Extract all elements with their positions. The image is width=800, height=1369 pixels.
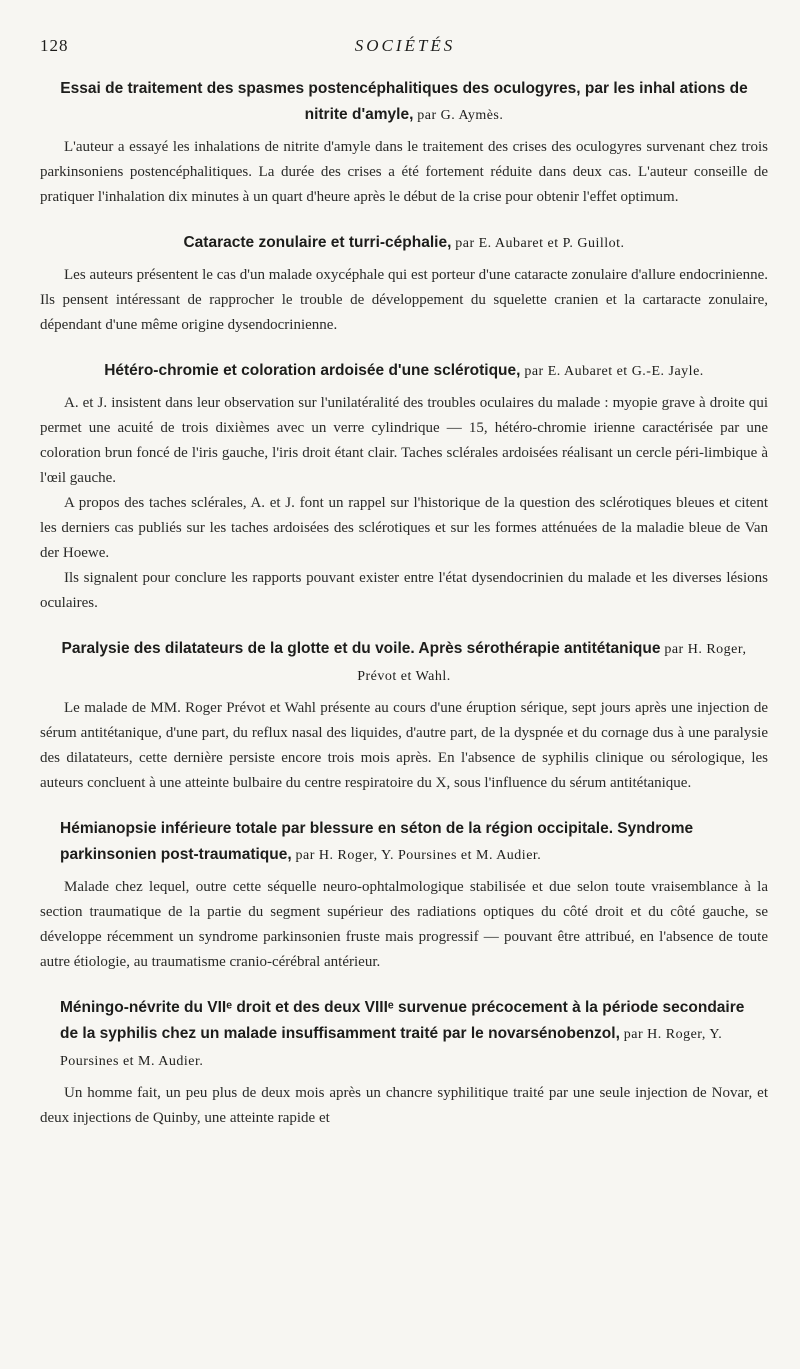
entry-authors: par H. Roger, Y. Poursines et M. Audier. — [295, 848, 542, 863]
entry-cataracte — [40, 230, 768, 338]
entry-nitrite-amyle — [40, 76, 768, 210]
entry-paragraph: L'auteur a essayé les inhalations de nitrite d'amyle dans le traitement des crises des oculogyres survenant chez trois parkinsoniens postencéphalitiques. La durée des crises a été fortement réduite dans deux cas. L'auteur conseille de pratiquer l'inhalation dix minutes à un quart d'heure après le début de la crise pour obtenir l'effet optimum. — [40, 139, 768, 205]
entry-authors: par E. Aubaret et G.-E. Jayle. — [524, 364, 704, 379]
entry-title — [50, 230, 758, 257]
entry-title — [50, 358, 758, 385]
entry-paragraph: Le malade de MM. Roger Prévot et Wahl présente au cours d'une éruption sérique, sept jours après une injection de sérum antitétanique, d'une part, du reflux nasal des liquides, d'autre part, de la dyspnée et du cornage dus à une paralysie des dilatateurs, cette dernière persiste encore trois mois après. En l'absence de syphilis clinique ou sérologique, les auteurs concluent à une atteinte bulbaire du centre respiratoire du X, sous l'influence du sérum antitétanique. — [40, 700, 768, 791]
entry-title-text: Cataracte zonulaire et turri-céphalie, — [183, 234, 452, 251]
entry-hemianopsie — [40, 816, 768, 975]
running-title: SOCIÉTÉS — [354, 36, 456, 55]
entry-paragraph: A propos des taches sclérales, A. et J. font un rappel sur l'historique de la question des sclérotiques bleues et citent les derniers cas publiés sur les taches ardoisées des sclérotiques et sur les formes atténuées de la maladie bleue de Van der Hoewe. — [40, 495, 768, 561]
entry-title — [50, 76, 758, 129]
entry-title-text: Essai de traitement des spasmes postencéphalitiques des oculogyres, par les inhal ations de nitrite d'amyle, — [60, 80, 748, 123]
entry-meningo-nevrite — [40, 995, 768, 1131]
entry-paragraph: Un homme fait, un peu plus de deux mois après un chancre syphilitique traité par une seule injection de Novar, et deux injections de Quinby, une atteinte rapide et — [40, 1085, 768, 1126]
entry-title-text: Méningo-névrite du VIIᵉ droit et des deux VIIIᵉ survenue précocement à la période secondaire de la syphilis chez un malade insuffisamment traité par le novarsénobenzol, — [60, 999, 745, 1042]
entry-paralysie — [40, 636, 768, 796]
entry-paragraph: A. et J. insistent dans leur observation sur l'unilatéralité des troubles oculaires du malade : myopie grave à droite qui permet une acuité de trois dixièmes avec un verre cylindrique — 15, hétéro-chromie irienne caractérisée par une coloration brun foncé de l'iris gauche, l'iris droit étant clair. Taches sclérales ardoisées réalisant un cercle péri-limbique à l'œil gauche. — [40, 395, 768, 486]
page-header — [40, 36, 770, 62]
entry-title — [60, 816, 758, 869]
entry-title-text: Hémianopsie inférieure totale par blessure en séton de la région occipitale. Syndrome parkinsonien post-traumatique, — [60, 820, 694, 863]
entry-heterochromie — [40, 358, 768, 616]
entry-title-text: Paralysie des dilatateurs de la glotte et du voile. Après sérothérapie antitétanique — [61, 640, 661, 657]
entry-title — [60, 995, 758, 1075]
entry-authors: par H. Roger, Y. Poursines et M. Audier. — [60, 1027, 723, 1069]
page-number: 128 — [40, 36, 69, 55]
entry-authors: par H. Roger, Prévot et Wahl. — [357, 642, 747, 684]
entry-authors: par G. Aymès. — [417, 108, 504, 123]
entry-paragraph: Malade chez lequel, outre cette séquelle neuro-ophtalmologique stabilisée et due selon toute vraisemblance à la section traumatique de la partie du segment supérieur des radiations optiques du côté droit et du côté gauche, se développe récemment un syndrome parkinsonien fruste mais progressif — pouvant être attribué, en l'absence de toute autre étiologie, au traumatisme cranio-cérébral antérieur. — [40, 879, 768, 970]
entry-title — [50, 636, 758, 690]
entry-paragraph: Ils signalent pour conclure les rapports pouvant exister entre l'état dysendocrinien du malade et les diverses lésions oculaires. — [40, 570, 768, 611]
entry-title-text: Hétéro-chromie et coloration ardoisée d'une sclérotique, — [104, 362, 521, 379]
entry-authors: par E. Aubaret et P. Guillot. — [455, 236, 625, 251]
entry-paragraph: Les auteurs présentent le cas d'un malade oxycéphale qui est porteur d'une cataracte zonulaire d'allure endocrinienne. Ils pensent intéressant de rapprocher le trouble de développement du squelette cranien et la cartaracte zonulaire, dépendant d'une même origine dysendocrinienne. — [40, 267, 768, 333]
page-content — [40, 76, 768, 1151]
